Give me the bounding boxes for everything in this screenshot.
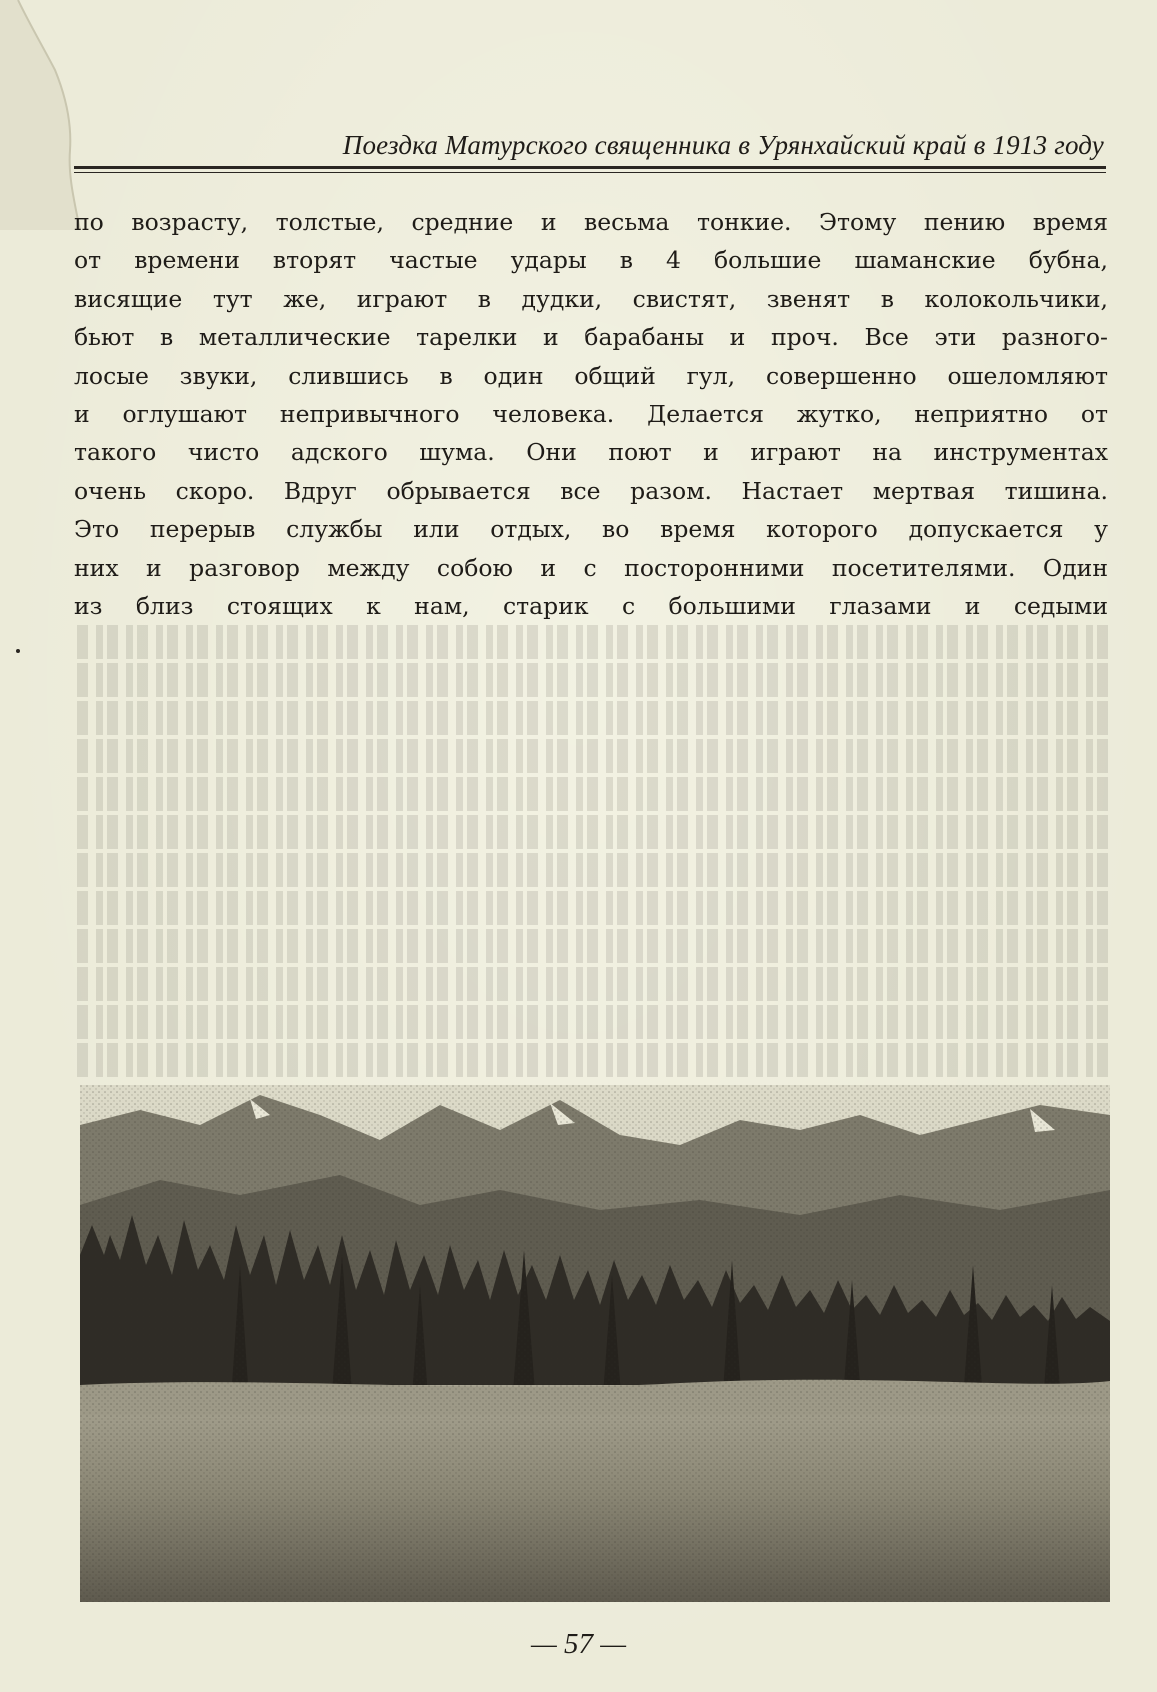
running-header	[74, 128, 1106, 173]
show-through-text	[74, 625, 1108, 1105]
text-line: висящие тут же, играют в дудки, свистят, звенят в колокольчики,	[74, 284, 1108, 313]
text-line: и оглушают непривычного человека. Делается жутко, неприятно от	[74, 399, 1108, 428]
text-line: очень скоро. Вдруг обрывается все разом. Настает мертвая тишина.	[74, 476, 1108, 505]
landscape-photo	[80, 1085, 1110, 1602]
text-line: по возрасту, толстые, средние и весьма тонкие. Этому пению время	[74, 208, 1108, 236]
text-line: от времени вторят частые удары в 4 большие шаманские бубна,	[74, 246, 1108, 275]
text-line: Это перерыв службы или отдых, во время которого допускается у	[74, 515, 1108, 544]
page-number: — 57 —	[530, 1628, 627, 1660]
text-line: лосые звуки, слившись в один общий гул, совершенно ошеломляют	[74, 361, 1108, 390]
text-line: из близ стоящих к нам, старик с большими глазами и седыми	[74, 591, 1108, 620]
speck	[16, 649, 20, 653]
text-line: такого чисто адского шума. Они поют и играют на инструментах	[74, 438, 1108, 467]
body-paragraph	[74, 203, 1108, 625]
header-rule-thick	[74, 166, 1106, 169]
text-line: них и разговор между собою и с посторонними посетителями. Один	[74, 553, 1108, 582]
running-title: Поездка Матурского священника в Урянхайский край в 1913 году	[342, 130, 1104, 160]
header-rule-thin	[74, 172, 1106, 173]
text-line: бьют в металлические тарелки и барабаны и проч. Все эти разного-	[74, 323, 1108, 352]
torn-paper-edge	[0, 0, 90, 230]
